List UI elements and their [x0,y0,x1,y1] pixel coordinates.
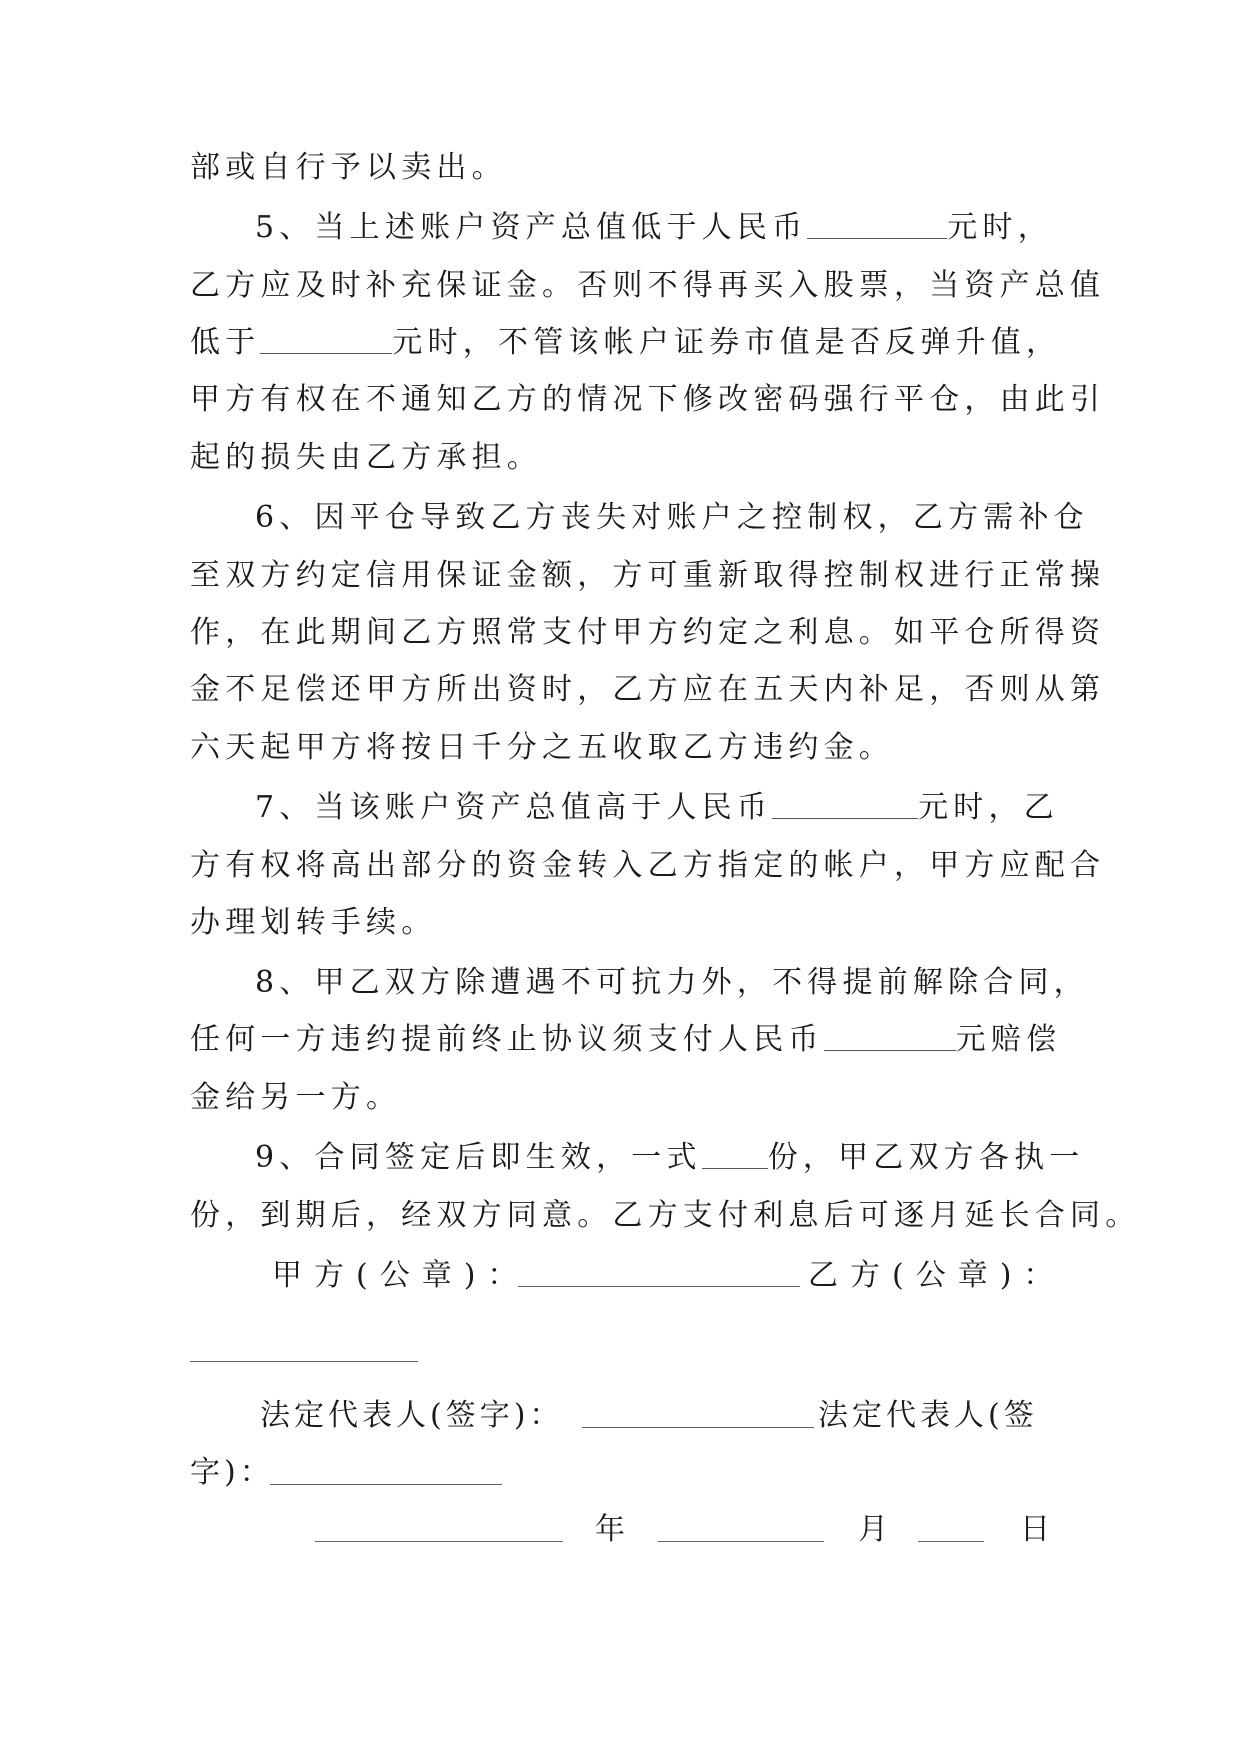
party-b-seal-line [190,1360,418,1362]
clause-4-tail: 部或自行予以卖出。 [190,150,507,185]
amount-blank [807,208,947,239]
clause-8-line-3: 金给另一方。 [190,1080,402,1115]
rep-a-label: 法定代表人(签字)： [260,1398,564,1433]
clause-7-line-2: 方有权将高出部分的资金转入乙方指定的帐户，甲方应配合 [190,848,1106,883]
clause-5-line-3: 低于 元时，不管该帐户证券市值是否反弹升值， [190,325,1062,360]
clause-5-line-2: 乙方应及时补充保证金。否则不得再买入股票，当资产总值 [190,268,1106,303]
amount-blank [772,788,918,819]
rep-a-line [582,1426,814,1428]
clause-6-line-3: 作，在此期间乙方照常支付甲方约定之利息。如平仓所得资 [190,615,1106,650]
clause-8-line-2: 任何一方违约提前终止协议须支付人民币 元赔偿 [190,1022,1062,1057]
clause-9-line-2: 份，到期后，经双方同意。乙方支付利息后可逐月延长合同。 [190,1198,1141,1233]
party-b-seal-label: 乙方(公章)： [808,1258,1066,1293]
rep-b-label: 法定代表人(签 [818,1398,1038,1433]
year-line [315,1540,563,1542]
clause-6-line-4: 金不足偿还甲方所出资时，乙方应在五天内补足，否则从第 [190,672,1106,707]
clause-7-line-1: 7、当该账户资产总值高于人民币 元时，乙 [255,790,1059,825]
clause-5-line-1: 5、当上述账户资产总值低于人民币 元时， [255,210,1053,245]
clause-7-line-3: 办理划转手续。 [190,905,437,940]
day-label: 日 [1020,1512,1056,1547]
clause-5-line-4: 甲方有权在不通知乙方的情况下修改密码强行平仓，由此引 [190,382,1106,417]
month-line [658,1540,824,1542]
party-a-seal-label: 甲方(公章)： [272,1258,530,1293]
amount-blank [824,1020,956,1051]
clause-5-line-5: 起的损失由乙方承担。 [190,440,542,475]
clause-6-line-5: 六天起甲方将按日千分之五收取乙方违约金。 [190,730,894,765]
party-a-seal-line [518,1285,800,1287]
month-label: 月 [858,1512,894,1547]
rep-b-line [270,1483,502,1485]
amount-blank [260,323,392,354]
year-label: 年 [595,1512,631,1547]
copies-blank [702,1138,768,1169]
day-line [918,1540,984,1542]
clause-8-line-1: 8、甲乙双方除遭遇不可抗力外，不得提前解除合同， [255,965,1089,1000]
clause-6-line-1: 6、因平仓导致乙方丧失对账户之控制权，乙方需补仓 [255,500,1089,535]
clause-9-line-1: 9、合同签定后即生效，一式 份，甲乙双方各执一 [255,1140,1085,1175]
clause-6-line-2: 至双方约定信用保证金额，方可重新取得控制权进行正常操 [190,558,1106,593]
rep-b-label-cont: 字)： [190,1455,274,1490]
